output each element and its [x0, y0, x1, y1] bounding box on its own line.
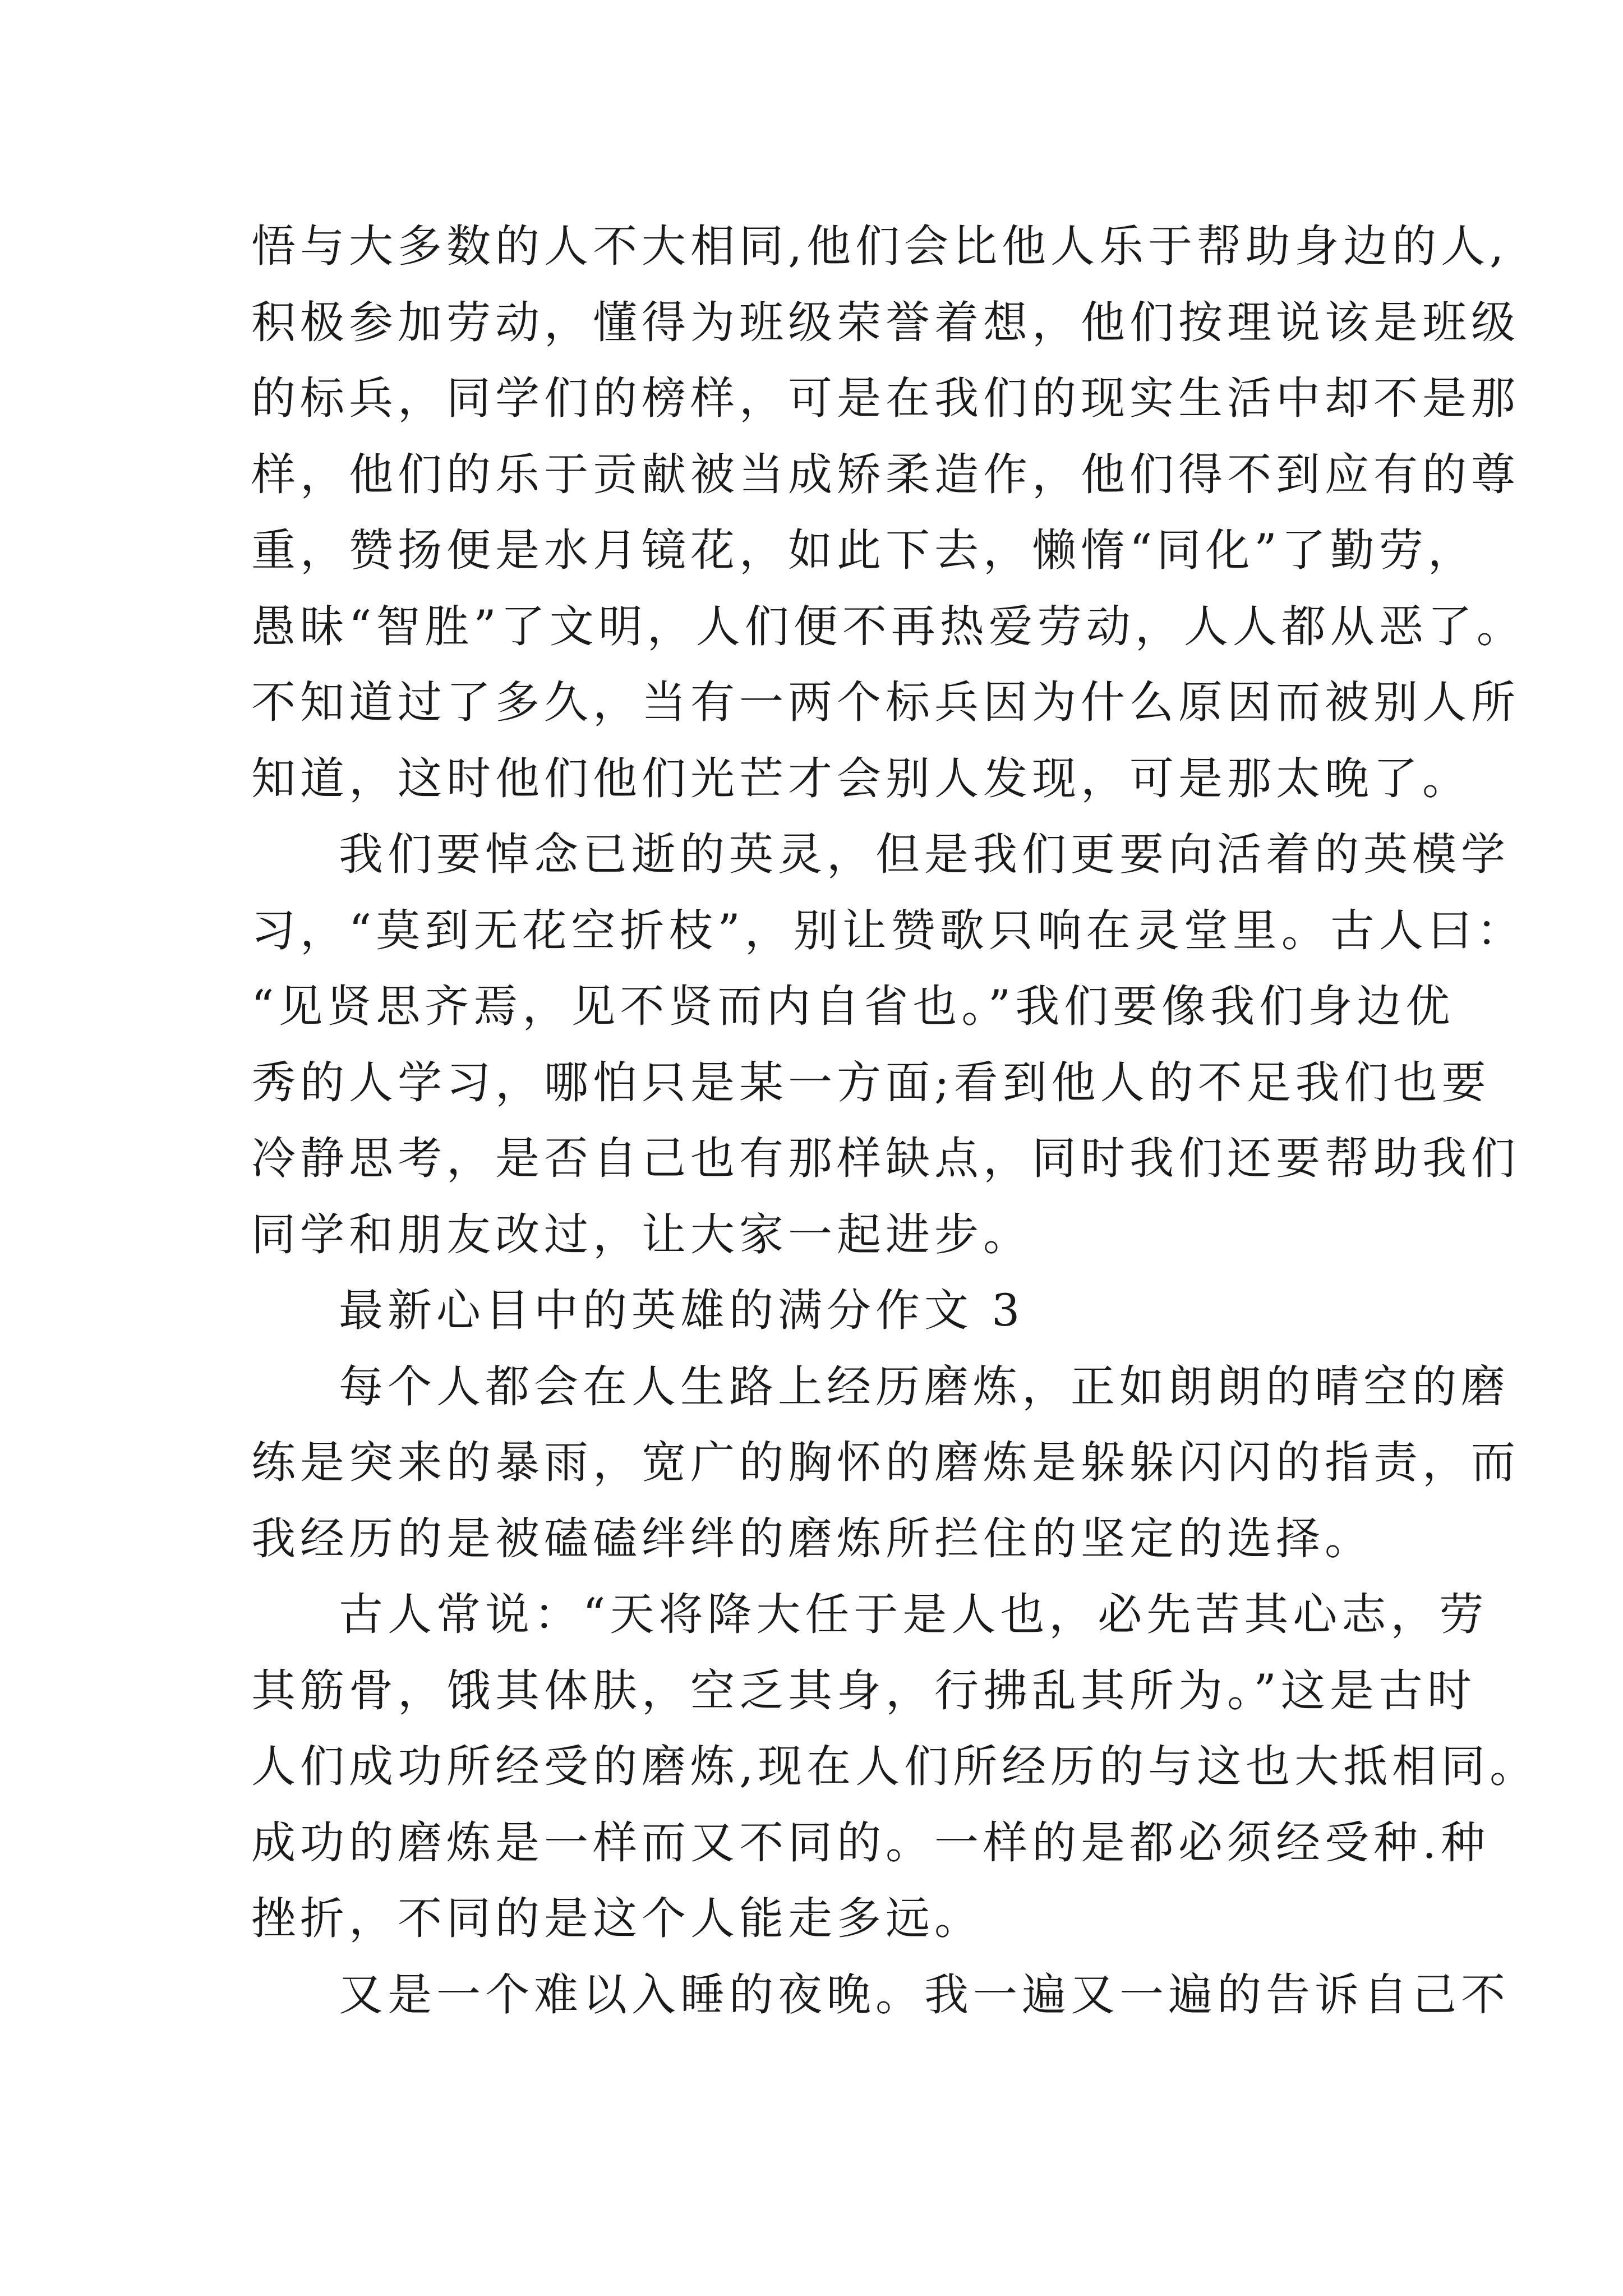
- text-line: 秀的人学习，哪怕只是某一方面;看到他人的不足我们也要: [251, 1056, 1491, 1108]
- paragraph-start-line: 古人常说：“天将降大任于是人也，必先苦其心志，劳: [339, 1589, 1488, 1640]
- text-line: 我经历的是被磕磕绊绊的磨炼所拦住的坚定的选择。: [251, 1512, 1373, 1565]
- text-line: 积极参加劳动，懂得为班级荣誉着想，他们按理说该是班级: [251, 296, 1520, 348]
- text-line: 同学和朋友改过，让大家一起进步。: [251, 1208, 1032, 1260]
- text-line: 重，赞扬便是水月镜花，如此下去，懒惰“同化”了勤劳，: [251, 524, 1477, 576]
- text-line: 愚昧“智胜”了文明，人们便不再热爱劳动，人人都从恶了。: [251, 600, 1525, 652]
- text-line: 习，“莫到无花空折枝”，别让赞歌只响在灵堂里。古人曰：: [251, 904, 1525, 956]
- text-line: 知道，这时他们他们光芒才会别人发现，可是那太晚了。: [251, 752, 1471, 804]
- text-line: 不知道过了多久，当有一两个标兵因为什么原因而被别人所: [251, 677, 1520, 728]
- text-line: 样，他们的乐于贡献被当成矫柔造作，他们得不到应有的尊: [251, 448, 1520, 500]
- text-line: 其筋骨，饿其体肤，空乏其身，行拂乱其所为。”这是古时: [251, 1664, 1476, 1717]
- paragraph-start-line: 我们要悼念已逝的英灵，但是我们更要向活着的英模学: [339, 829, 1510, 880]
- text-line: 挫折，不同的是这个人能走多远。: [251, 1893, 983, 1944]
- document-body: [251, 209, 1539, 2033]
- paragraph-start-line: 又是一个难以入睡的夜晚。我一遍又一遍的告诉自己不: [339, 1968, 1510, 2021]
- text-line: 冷静思考，是否自己也有那样缺点，同时我们还要帮助我们: [251, 1133, 1520, 1184]
- text-line: 练是突来的暴雨，宽广的胸怀的磨炼是躲躲闪闪的指责，而: [251, 1437, 1520, 1488]
- text-line: 的标兵，同学们的榜样，可是在我们的现实生活中却不是那: [251, 372, 1520, 424]
- text-line: 成功的磨炼是一样而又不同的。一样的是都必须经受种.种: [251, 1816, 1490, 1869]
- text-line: “见贤思齐焉，见不贤而内自省也。”我们要像我们身边优: [251, 981, 1455, 1032]
- paragraph-start-line: 每个人都会在人生路上经历磨炼，正如朗朗的晴空的磨: [339, 1360, 1510, 1412]
- section-heading: 最新心目中的英雄的满分作文 3: [339, 1285, 1025, 1336]
- text-line: 人们成功所经受的磨炼,现在人们所经历的与这也大抵相同。: [251, 1741, 1539, 1792]
- text-line: 悟与大多数的人不大相同,他们会比他人乐于帮助身边的人,: [251, 220, 1509, 272]
